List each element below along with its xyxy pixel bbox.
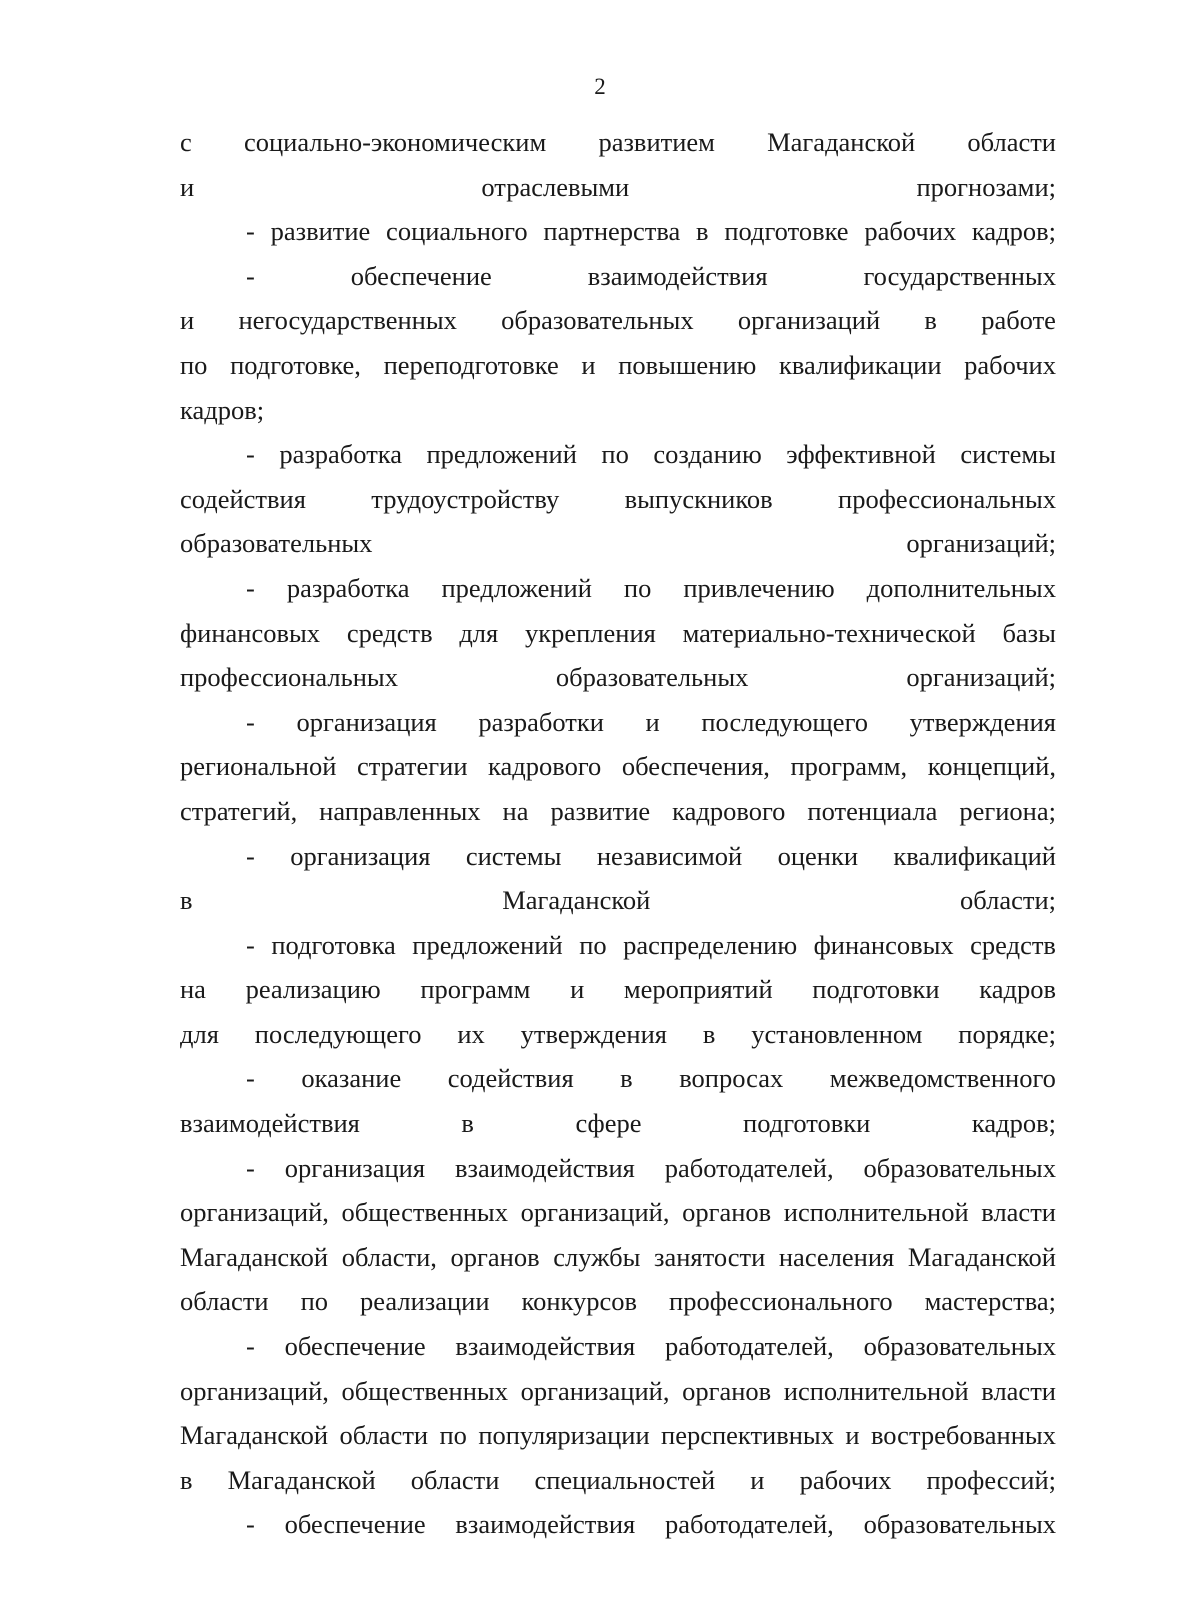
text-line: - разработка предложений по созданию эффективной системы: [246, 439, 1056, 470]
text-line: в Магаданской области специальностей и рабочих профессий;: [180, 1464, 1056, 1495]
text-line: профессиональных образовательных организаций;: [180, 662, 1056, 693]
text-line: региональной стратегии кадрового обеспечения, программ, концепций,: [180, 751, 1056, 782]
text-line: организаций, общественных организаций, органов исполнительной власти: [180, 1375, 1056, 1406]
text-line: взаимодействия в сфере подготовки кадров;: [180, 1108, 1056, 1139]
text-line: Магаданской области по популяризации перспективных и востребованных: [180, 1420, 1056, 1451]
text-line: с социально-экономическим развитием Магаданской области: [180, 127, 1056, 157]
text-line: финансовых средств для укрепления материально-технической базы: [180, 617, 1056, 648]
text-line: и негосударственных образовательных организаций в работе: [180, 305, 1056, 336]
text-line: - обеспечение взаимодействия работодателей, образовательных: [246, 1509, 1056, 1540]
text-line: Магаданской области, органов службы занятости населения Магаданской: [180, 1241, 1056, 1272]
text-line: - разработка предложений по привлечению дополнительных: [246, 572, 1056, 603]
text-line: - организация разработки и последующего утверждения: [246, 706, 1056, 737]
text-line: - развитие социального партнерства в подготовке рабочих кадров;: [246, 216, 1056, 247]
text-line: по подготовке, переподготовке и повышению квалификации рабочих: [180, 349, 1056, 380]
text-line: в Магаданской области;: [180, 885, 1056, 916]
text-line: - оказание содействия в вопросах межведомственного: [246, 1063, 1056, 1094]
text-line: - обеспечение взаимодействия государственных: [246, 260, 1056, 291]
text-line: организаций, общественных организаций, органов исполнительной власти: [180, 1197, 1056, 1228]
text-line: и отраслевыми прогнозами;: [180, 171, 1056, 202]
text-line: содействия трудоустройству выпускников профессиональных: [180, 483, 1056, 514]
text-line: области по реализации конкурсов профессионального мастерства;: [180, 1286, 1056, 1317]
text-line: на реализацию программ и мероприятий подготовки кадров: [180, 974, 1056, 1005]
page-number: 2: [594, 74, 606, 99]
text-line: - обеспечение взаимодействия работодателей, образовательных: [246, 1331, 1056, 1362]
text-line: стратегий, направленных на развитие кадрового потенциала региона;: [180, 795, 1056, 826]
text-line: - подготовка предложений по распределению финансовых средств: [246, 929, 1056, 960]
text-line: - организация системы независимой оценки квалификаций: [246, 840, 1056, 871]
text-line: для последующего их утверждения в установленном порядке;: [180, 1018, 1056, 1049]
text-line: - организация взаимодействия работодателей, образовательных: [246, 1152, 1056, 1183]
document-body: [180, 120, 1056, 1547]
text-line: образовательных организаций;: [180, 528, 1056, 559]
text-line: кадров;: [180, 394, 265, 425]
